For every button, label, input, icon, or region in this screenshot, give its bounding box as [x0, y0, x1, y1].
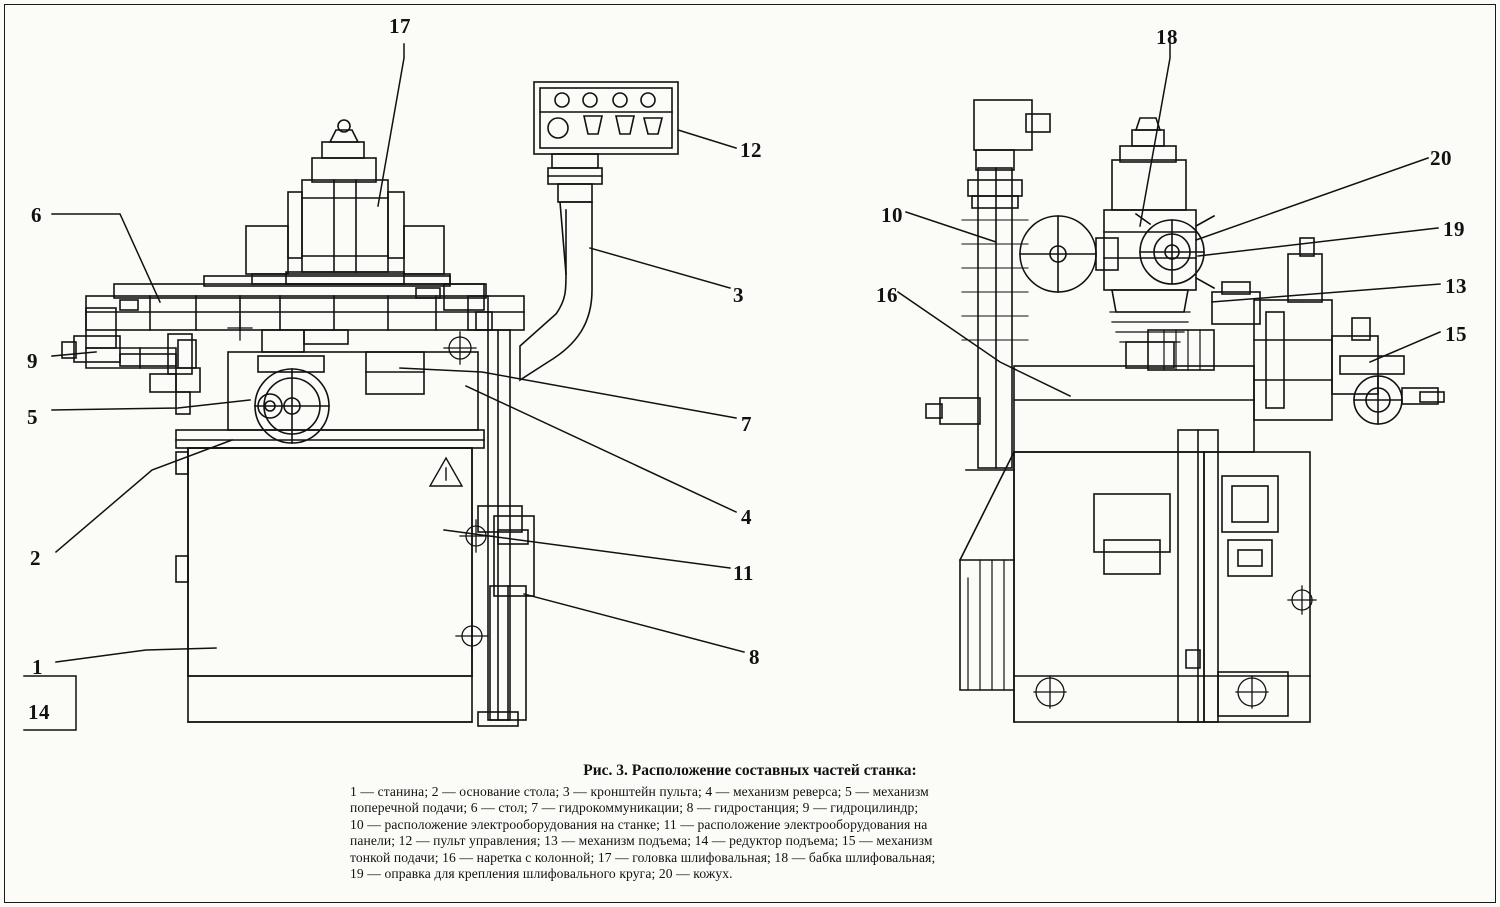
callout-11: 11	[733, 561, 754, 585]
figure-legend	[350, 784, 1160, 882]
callout-8: 8	[749, 645, 760, 669]
figure-caption: Рис. 3. Расположение составных частей станка:	[583, 762, 917, 779]
callout-14: 14	[28, 700, 50, 724]
callout-7: 7	[741, 412, 752, 436]
legend-line-4: панели; 12 — пульт управления; 13 — механизм подъема; 14 — редуктор подъема; 15 — механизм	[350, 833, 933, 849]
callout-leaders	[24, 44, 1440, 730]
callout-3: 3	[733, 283, 744, 307]
legend-line-5: тонкой подачи; 16 — наретка с колонной; 17 — головка шлифовальная; 18 — бабка шлифовальная;	[350, 849, 936, 865]
callout-17: 17	[389, 14, 411, 38]
callout-4: 4	[741, 505, 752, 529]
left-view-group	[62, 82, 678, 726]
callout-1: 1	[32, 655, 43, 679]
callout-12: 12	[740, 138, 762, 162]
callout-19: 19	[1443, 217, 1465, 241]
callout-6: 6	[31, 203, 42, 227]
callout-5: 5	[27, 405, 38, 429]
callout-18: 18	[1156, 25, 1178, 49]
right-view-group	[926, 100, 1444, 722]
legend-line-6: 19 — оправка для крепления шлифовального круга; 20 — кожух.	[350, 866, 733, 882]
callout-10: 10	[881, 203, 903, 227]
callout-2: 2	[30, 546, 41, 570]
legend-line-3: 10 — расположение электрооборудования на станке; 11 — расположение электрооборудования на	[350, 816, 928, 832]
legend-line-2: поперечной подачи; 6 — стол; 7 — гидрокоммуникации; 8 — гидростанция; 9 — гидроцилиндр;	[350, 800, 919, 816]
callout-15: 15	[1445, 322, 1467, 346]
callout-9: 9	[27, 349, 38, 373]
legend-line-1: 1 — станина; 2 — основание стола; 3 — кронштейн пульта; 4 — механизм реверса; 5 — механизм	[350, 784, 929, 799]
callout-20: 20	[1430, 146, 1452, 170]
callout-16: 16	[876, 283, 898, 307]
callout-13: 13	[1445, 274, 1467, 298]
